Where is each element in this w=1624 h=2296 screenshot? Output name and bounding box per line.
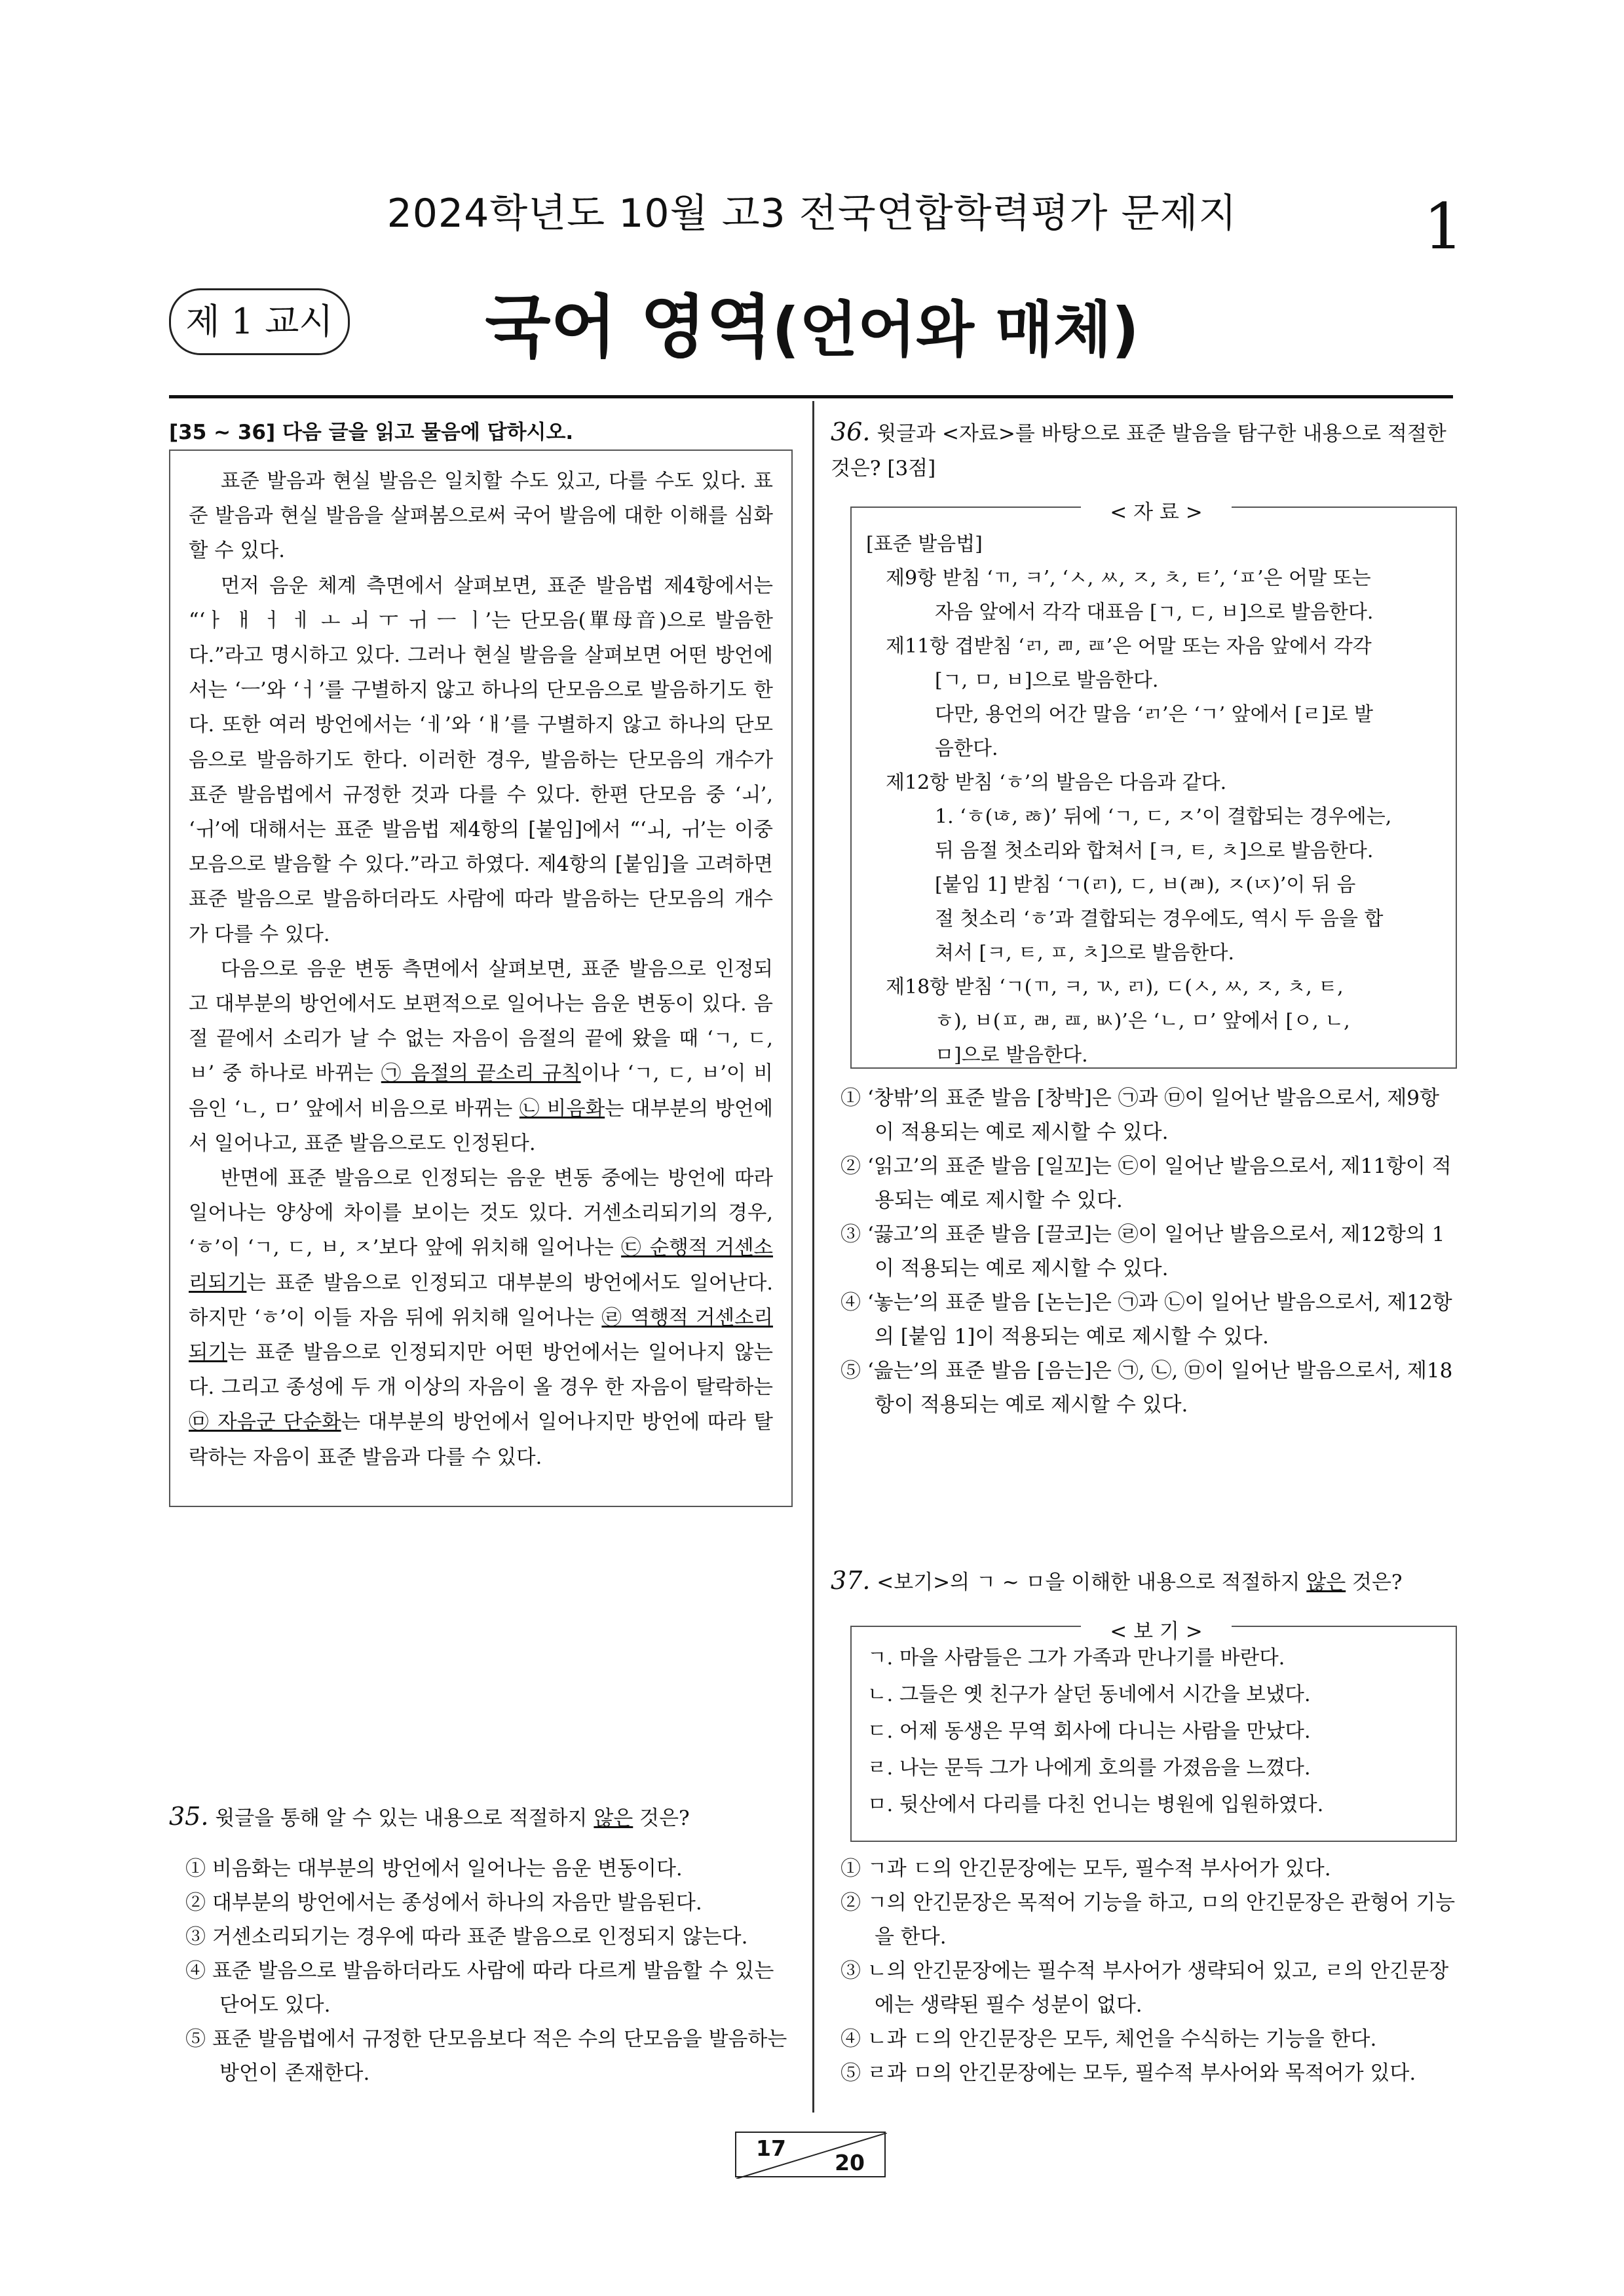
question-text: <보기>의 ㄱ ~ ㅁ을 이해한 내용으로 적절하지 — [877, 1571, 1307, 1594]
reference-row: [표준 발음법] — [866, 533, 983, 556]
total-pages: 20 — [835, 2150, 865, 2175]
q37-option-5[interactable]: ⑤ ㄹ과 ㅁ의 안긴문장에는 모두, 필수적 부사어와 목적어가 있다. — [840, 2061, 1416, 2085]
passage-paragraph-3 — [189, 952, 773, 1161]
reference-row: 절 첫소리 ‘ㅎ’과 결합되는 경우에도, 역시 두 음을 합 — [935, 908, 1384, 930]
question-text: 윗글을 통해 알 수 있는 내용으로 적절하지 — [215, 1807, 594, 1830]
passage-text: 는 표준 발음으로 인정되지만 어떤 방언에서는 일어나지 않는다. 그리고 종성에 두 개 이상의 자음이 올 경우 한 자음이 탈락하는 — [189, 1341, 773, 1400]
question-emphasis: 않은 — [594, 1807, 633, 1830]
q36-option-1[interactable]: ① ‘창밖’의 표준 발음 [창박]은 ㉠과 ㉤이 일어난 발음으로서, 제9항이 적용되는 예로 제시할 수 있다. — [840, 1086, 1439, 1144]
example-box — [850, 1626, 1457, 1842]
question-number: 35. — [169, 1802, 209, 1831]
reference-row: 자음 앞에서 각각 대표음 [ㄱ, ㄷ, ㅂ]으로 발음한다. — [935, 601, 1374, 624]
subject-sub: (언어와 매체) — [772, 295, 1139, 365]
passage-text: 반면에 표준 발음으로 인정되는 음운 변동 중에는 방언에 따라 일어나는 양상에 차이를 보이는 것도 있다. 거센소리되기의 경우, ‘ㅎ’이 ‘ㄱ, ㄷ, ㅂ, ㅈ’보다 앞에 위치해 일어나는 — [189, 1167, 773, 1260]
reference-row: 제12항 받침 ‘ㅎ’의 발음은 다음과 같다. — [886, 771, 1227, 794]
q36-option-5[interactable]: ⑤ ‘읊는’의 표준 발음 [음는]은 ㉠, ㉡, ㉤이 일어난 발음으로서, 제18항이 적용되는 예로 제시할 수 있다. — [840, 1359, 1453, 1417]
question-36 — [831, 415, 1460, 486]
q35-option-1[interactable]: ① 비음화는 대부분의 방언에서 일어나는 음운 변동이다. — [185, 1857, 683, 1881]
passage-paragraph-4 — [189, 1161, 773, 1475]
reference-box-label: < 자 료 > — [1081, 495, 1232, 525]
exam-title: 2024학년도 10월 고3 전국연합학력평가 문제지 — [387, 191, 1237, 237]
question-text: 것은? — [1346, 1571, 1403, 1594]
reference-row: 1. ‘ㅎ(ㄶ, ㅀ)’ 뒤에 ‘ㄱ, ㄷ, ㅈ’이 결합되는 경우에는, — [935, 805, 1392, 828]
reference-row: [ㄱ, ㅁ, ㅂ]으로 발음한다. — [935, 669, 1159, 692]
reference-row: 다만, 용언의 어간 말음 ‘ㄺ’은 ‘ㄱ’ 앞에서 [ㄹ]로 발 — [935, 703, 1374, 726]
instruction: [35 ~ 36] 다음 글을 읽고 물음에 답하시오. — [169, 421, 574, 444]
q35-option-3[interactable]: ③ 거센소리되기는 경우에 따라 표준 발음으로 인정되지 않는다. — [185, 1925, 748, 1949]
q37-option-2[interactable]: ② ㄱ의 안긴문장은 목적어 기능을 하고, ㅁ의 안긴문장은 관형어 기능을 한다. — [840, 1891, 1456, 1949]
reference-row: 제18항 받침 ‘ㄱ(ㄲ, ㅋ, ㄳ, ㄺ), ㄷ(ㅅ, ㅆ, ㅈ, ㅊ, ㅌ, — [886, 976, 1344, 999]
q35-options — [185, 1852, 798, 2090]
question-text: 것은? — [633, 1807, 690, 1830]
term-syllable-final-rule: ㉠ 음절의 끝소리 규칙 — [381, 1062, 581, 1086]
question-37 — [831, 1563, 1460, 1600]
passage-text: 다음으로 음운 변동 측면에서 살펴보면, 표준 발음으로 인정되고 대부분의 방언에서도 보편적으로 일어나는 음운 변동이 있다. 음절 끝에서 소리가 날 수 없는 자음이 음절의 끝에 왔을 때 ‘ㄱ, ㄷ, ㅂ’ 중 하나로 바뀌는 — [189, 957, 773, 1086]
bogi-sentence-5: ㅁ. 뒷산에서 다리를 다친 언니는 병원에 입원하였다. — [867, 1793, 1324, 1816]
reading-passage — [169, 450, 793, 1507]
example-box-label: < 보 기 > — [1081, 1615, 1232, 1644]
reference-row: 제9항 받침 ‘ㄲ, ㅋ’, ‘ㅅ, ㅆ, ㅈ, ㅊ, ㅌ’, ‘ㅍ’은 어말 또는 — [886, 567, 1371, 590]
q36-option-4[interactable]: ④ ‘놓는’의 표준 발음 [논는]은 ㉠과 ㉡이 일어난 발음으로서, 제12항의 [붙임 1]이 적용되는 예로 제시할 수 있다. — [840, 1291, 1452, 1349]
bogi-sentence-1: ㄱ. 마을 사람들은 그가 가족과 만나기를 바란다. — [867, 1647, 1285, 1670]
q37-option-4[interactable]: ④ ㄴ과 ㄷ의 안긴문장은 모두, 체언을 수식하는 기능을 한다. — [840, 2027, 1377, 2051]
q35-option-5[interactable]: ⑤ 표준 발음법에서 규정한 단모음보다 적은 수의 단모음을 발음하는 방언이 존재한다. — [185, 2027, 787, 2085]
question-number: 36. — [831, 417, 871, 446]
q37-option-3[interactable]: ③ ㄴ의 안긴문장에는 필수적 부사어가 생략되어 있고, ㄹ의 안긴문장에는 생략된 필수 성분이 없다. — [840, 1959, 1449, 2017]
session-badge: 제 1 교시 — [169, 288, 350, 355]
passage-paragraph-1: 표준 발음과 현실 발음은 일치할 수도 있고, 다를 수도 있다. 표준 발음과 현실 발음을 살펴봄으로써 국어 발음에 대한 이해를 심화할 수 있다. — [189, 470, 773, 563]
term-regressive-aspiration: ㉣ 역행적 거센소리되기 — [189, 1306, 773, 1365]
page-counter — [735, 2132, 886, 2177]
header-rule — [169, 395, 1453, 398]
reference-row: 쳐서 [ㅋ, ㅌ, ㅍ, ㅊ]으로 발음한다. — [935, 942, 1234, 965]
q37-options — [840, 1852, 1456, 2090]
question-35 — [169, 1799, 798, 1836]
bogi-sentence-4: ㄹ. 나는 문득 그가 나에게 호의를 가졌음을 느꼈다. — [867, 1757, 1311, 1780]
passage-text: 는 대부분의 방언에서 일어나고, 표준 발음으로도 인정된다. — [189, 1097, 773, 1155]
q35-option-2[interactable]: ② 대부분의 방언에서는 종성에서 하나의 자음만 발음된다. — [185, 1891, 702, 1915]
column-divider — [812, 401, 814, 2113]
passage-text: 는 대부분의 방언에서 일어나지만 방언에 따라 탈락하는 자음이 표준 발음과 다를 수 있다. — [189, 1411, 773, 1469]
q36-option-2[interactable]: ② ‘읽고’의 표준 발음 [일꼬]는 ㉢이 일어난 발음으로서, 제11항이 적용되는 예로 제시할 수 있다. — [840, 1155, 1452, 1212]
reference-row: 뒤 음절 첫소리와 합쳐서 [ㅋ, ㅌ, ㅊ]으로 발음한다. — [935, 839, 1374, 862]
reference-row: 제11항 겹받침 ‘ㄺ, ㄻ, ㄿ’은 어말 또는 자음 앞에서 각각 — [886, 635, 1372, 658]
passage-text: 는 표준 발음으로 인정되고 대부분의 방언에서도 일어난다. 하지만 ‘ㅎ’이 이들 자음 뒤에 위치해 일어나는 — [189, 1271, 773, 1330]
q35-option-4[interactable]: ④ 표준 발음으로 발음하더라도 사람에 따라 다르게 발음할 수 있는 단어도 있다. — [185, 1959, 774, 2017]
question-emphasis: 않은 — [1306, 1571, 1346, 1594]
q37-option-1[interactable]: ① ㄱ과 ㄷ의 안긴문장에는 모두, 필수적 부사어가 있다. — [840, 1857, 1331, 1881]
q36-options — [840, 1081, 1456, 1422]
bogi-sentence-3: ㄷ. 어제 동생은 무역 회사에 다니는 사람을 만났다. — [867, 1720, 1311, 1743]
term-cluster-simplification: ㉤ 자음군 단순화 — [189, 1411, 341, 1434]
reference-box — [850, 507, 1457, 1069]
reference-row: 음한다. — [935, 737, 998, 760]
subject-title — [0, 272, 1624, 370]
passage-paragraph-2: 먼저 음운 체계 측면에서 살펴보면, 표준 발음법 제4항에서는 “‘ㅏ ㅐ ㅓ ㅔ ㅗ ㅚ ㅜ ㅟ ㅡ ㅣ’는 단모음(單母音)으로 발음한다.”라고 명시하고 있다. 그러나 현실 발음을 살펴보면 어떤 방언에서는 ‘ㅡ’와 ‘ㅓ’를 구별하지 않고 하나의 단모음으로 발음하기도 한다. 또한 여러 방언에서는 ‘ㅔ’와 ‘ㅐ’를 구별하지 않고 하나의 단모음으로 발음하기도 한다. 이러한 경우, 발음하는 단모음의 개수가 표준 발음법에서 규정한 것과 다를 수 있다. 한편 단모음 중 ‘ㅚ’, ‘ㅟ’에 대해서는 표준 발음법 제4항의 [붙임]에서 “‘ㅚ, ㅟ’는 이중 모음으로 발음할 수 있다.”라고 하였다. 제4항의 [붙임]을 고려하면 표준 발음으로 발음하더라도 사람에 따라 발음하는 단모음의 개수가 다를 수 있다. — [189, 574, 773, 946]
subject-main: 국어 영역 — [485, 287, 772, 367]
current-page: 17 — [756, 2135, 786, 2161]
question-number: 37. — [831, 1566, 871, 1595]
bogi-sentence-2: ㄴ. 그들은 옛 친구가 살던 동네에서 시간을 보냈다. — [867, 1683, 1311, 1706]
reference-row: ㅎ), ㅂ(ㅍ, ㄼ, ㄿ, ㅄ)’은 ‘ㄴ, ㅁ’ 앞에서 [ㅇ, ㄴ, — [935, 1010, 1350, 1033]
q36-option-3[interactable]: ③ ‘끓고’의 표준 발음 [끌코]는 ㉣이 일어난 발음으로서, 제12항의 1이 적용되는 예로 제시할 수 있다. — [840, 1223, 1445, 1280]
reference-row: ㅁ]으로 발음한다. — [935, 1044, 1088, 1067]
passage-text: 이나 ‘ㄱ, ㄷ, ㅂ’이 비음인 ‘ㄴ, ㅁ’ 앞에서 비음으로 바뀌는 — [189, 1062, 773, 1120]
reference-row: [붙임 1] 받침 ‘ㄱ(ㄺ), ㄷ, ㅂ(ㄼ), ㅈ(ㄵ)’이 뒤 음 — [935, 873, 1356, 896]
question-text: 윗글과 <자료>를 바탕으로 표준 발음을 탐구한 내용으로 적절한 것은? [3점] — [831, 422, 1446, 480]
term-nasalization: ㉡ 비음화 — [519, 1097, 605, 1120]
term-progressive-aspiration: ㉢ 순행적 거센소리되기 — [189, 1236, 773, 1295]
page-number: 1 — [1423, 190, 1463, 263]
